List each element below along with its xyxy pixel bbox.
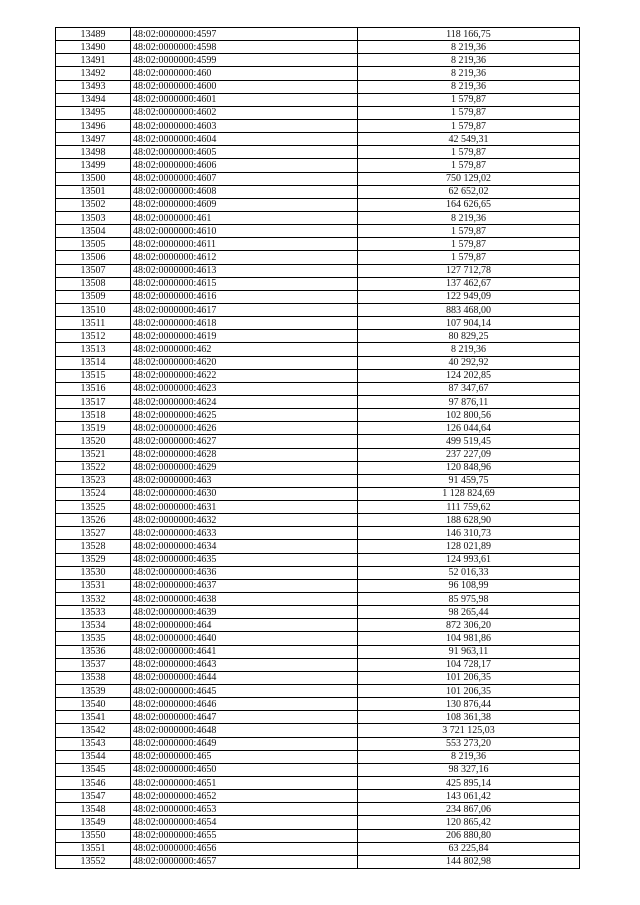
cadastral-number-cell: 48:02:0000000:4641 — [131, 645, 358, 658]
row-number-cell: 13545 — [56, 763, 131, 776]
value-cell: 8 219,36 — [358, 343, 580, 356]
value-cell: 127 712,78 — [358, 264, 580, 277]
cadastral-number-cell: 48:02:0000000:4648 — [131, 724, 358, 737]
value-cell: 126 044,64 — [358, 422, 580, 435]
table-row — [56, 790, 580, 803]
table-row — [56, 211, 580, 224]
cadastral-number-cell: 48:02:0000000:4610 — [131, 225, 358, 238]
value-cell: 425 895,14 — [358, 777, 580, 790]
value-cell: 872 306,20 — [358, 619, 580, 632]
table-row — [56, 356, 580, 369]
cadastral-number-cell: 48:02:0000000:465 — [131, 750, 358, 763]
table-row — [56, 711, 580, 724]
table-row — [56, 698, 580, 711]
cadastral-number-cell: 48:02:0000000:4597 — [131, 28, 358, 41]
table-row — [56, 593, 580, 606]
row-number-cell: 13532 — [56, 593, 131, 606]
value-cell: 107 904,14 — [358, 317, 580, 330]
row-number-cell: 13494 — [56, 93, 131, 106]
row-number-cell: 13547 — [56, 790, 131, 803]
value-cell: 234 867,06 — [358, 803, 580, 816]
row-number-cell: 13549 — [56, 816, 131, 829]
cadastral-number-cell: 48:02:0000000:4629 — [131, 461, 358, 474]
row-number-cell: 13537 — [56, 658, 131, 671]
row-number-cell: 13512 — [56, 330, 131, 343]
value-cell: 63 225,84 — [358, 842, 580, 855]
table-row — [56, 67, 580, 80]
row-number-cell: 13520 — [56, 435, 131, 448]
row-number-cell: 13502 — [56, 198, 131, 211]
value-cell: 62 652,02 — [358, 185, 580, 198]
cadastral-number-cell: 48:02:0000000:4628 — [131, 448, 358, 461]
cadastral-number-cell: 48:02:0000000:4602 — [131, 106, 358, 119]
cadastral-number-cell: 48:02:0000000:4647 — [131, 711, 358, 724]
table-row — [56, 159, 580, 172]
row-number-cell: 13517 — [56, 395, 131, 408]
row-number-cell: 13516 — [56, 382, 131, 395]
cadastral-number-cell: 48:02:0000000:4615 — [131, 277, 358, 290]
table-row — [56, 619, 580, 632]
row-number-cell: 13534 — [56, 619, 131, 632]
table-row — [56, 185, 580, 198]
table-row — [56, 41, 580, 54]
value-cell: 98 265,44 — [358, 606, 580, 619]
value-cell: 40 292,92 — [358, 356, 580, 369]
value-cell: 8 219,36 — [358, 54, 580, 67]
value-cell: 91 459,75 — [358, 474, 580, 487]
table-row — [56, 842, 580, 855]
cadastral-number-cell: 48:02:0000000:4624 — [131, 395, 358, 408]
cadastral-number-cell: 48:02:0000000:4620 — [131, 356, 358, 369]
table-row — [56, 395, 580, 408]
cadastral-number-cell: 48:02:0000000:4613 — [131, 264, 358, 277]
row-number-cell: 13530 — [56, 566, 131, 579]
value-cell: 206 880,80 — [358, 829, 580, 842]
cadastral-number-cell: 48:02:0000000:4655 — [131, 829, 358, 842]
value-cell: 42 549,31 — [358, 133, 580, 146]
value-cell: 1 579,87 — [358, 238, 580, 251]
row-number-cell: 13508 — [56, 277, 131, 290]
cadastral-number-cell: 48:02:0000000:4608 — [131, 185, 358, 198]
cadastral-number-cell: 48:02:0000000:4599 — [131, 54, 358, 67]
cadastral-number-cell: 48:02:0000000:4600 — [131, 80, 358, 93]
cadastral-number-cell: 48:02:0000000:4603 — [131, 119, 358, 132]
table-row — [56, 514, 580, 527]
row-number-cell: 13525 — [56, 501, 131, 514]
table-row — [56, 671, 580, 684]
table-row — [56, 645, 580, 658]
value-cell: 97 876,11 — [358, 395, 580, 408]
value-cell: 111 759,62 — [358, 501, 580, 514]
table-row — [56, 855, 580, 868]
row-number-cell: 13501 — [56, 185, 131, 198]
row-number-cell: 13524 — [56, 487, 131, 500]
value-cell: 52 016,33 — [358, 566, 580, 579]
cadastral-number-cell: 48:02:0000000:4627 — [131, 435, 358, 448]
value-cell: 1 579,87 — [358, 106, 580, 119]
value-cell: 237 227,09 — [358, 448, 580, 461]
cadastral-number-cell: 48:02:0000000:463 — [131, 474, 358, 487]
row-number-cell: 13505 — [56, 238, 131, 251]
row-number-cell: 13495 — [56, 106, 131, 119]
value-cell: 8 219,36 — [358, 80, 580, 93]
table-row — [56, 409, 580, 422]
value-cell: 96 108,99 — [358, 579, 580, 592]
table-row — [56, 290, 580, 303]
row-number-cell: 13514 — [56, 356, 131, 369]
table-row — [56, 422, 580, 435]
table-row — [56, 632, 580, 645]
table-row — [56, 264, 580, 277]
row-number-cell: 13506 — [56, 251, 131, 264]
table-row — [56, 251, 580, 264]
row-number-cell: 13542 — [56, 724, 131, 737]
value-cell: 104 981,86 — [358, 632, 580, 645]
row-number-cell: 13503 — [56, 211, 131, 224]
row-number-cell: 13521 — [56, 448, 131, 461]
row-number-cell: 13493 — [56, 80, 131, 93]
table-row — [56, 133, 580, 146]
cadastral-number-cell: 48:02:0000000:464 — [131, 619, 358, 632]
row-number-cell: 13489 — [56, 28, 131, 41]
cadastral-number-cell: 48:02:0000000:4637 — [131, 579, 358, 592]
cadastral-number-cell: 48:02:0000000:4606 — [131, 159, 358, 172]
value-cell: 8 219,36 — [358, 67, 580, 80]
cadastral-number-cell: 48:02:0000000:4643 — [131, 658, 358, 671]
value-cell: 120 865,42 — [358, 816, 580, 829]
cadastral-number-cell: 48:02:0000000:4640 — [131, 632, 358, 645]
value-cell: 104 728,17 — [358, 658, 580, 671]
cadastral-number-cell: 48:02:0000000:461 — [131, 211, 358, 224]
row-number-cell: 13546 — [56, 777, 131, 790]
value-cell: 1 579,87 — [358, 119, 580, 132]
table-row — [56, 527, 580, 540]
table-row — [56, 198, 580, 211]
table-row — [56, 435, 580, 448]
value-cell: 8 219,36 — [358, 750, 580, 763]
value-cell: 164 626,65 — [358, 198, 580, 211]
cadastral-number-cell: 48:02:0000000:460 — [131, 67, 358, 80]
value-cell: 124 993,61 — [358, 553, 580, 566]
row-number-cell: 13504 — [56, 225, 131, 238]
value-cell: 124 202,85 — [358, 369, 580, 382]
table-row — [56, 829, 580, 842]
table-row — [56, 317, 580, 330]
table-row — [56, 777, 580, 790]
cadastral-number-cell: 48:02:0000000:4651 — [131, 777, 358, 790]
cadastral-number-cell: 48:02:0000000:4598 — [131, 41, 358, 54]
table-row — [56, 28, 580, 41]
table-row — [56, 343, 580, 356]
row-number-cell: 13544 — [56, 750, 131, 763]
table-row — [56, 93, 580, 106]
row-number-cell: 13531 — [56, 579, 131, 592]
table-row — [56, 566, 580, 579]
table-row — [56, 474, 580, 487]
cadastral-number-cell: 48:02:0000000:4653 — [131, 803, 358, 816]
row-number-cell: 13518 — [56, 409, 131, 422]
row-number-cell: 13497 — [56, 133, 131, 146]
cadastral-number-cell: 48:02:0000000:4626 — [131, 422, 358, 435]
table-body — [56, 28, 580, 869]
row-number-cell: 13490 — [56, 41, 131, 54]
table-row — [56, 685, 580, 698]
table-row — [56, 225, 580, 238]
table-row — [56, 238, 580, 251]
value-cell: 137 462,67 — [358, 277, 580, 290]
value-cell: 144 802,98 — [358, 855, 580, 868]
table-row — [56, 106, 580, 119]
cadastral-number-cell: 48:02:0000000:4634 — [131, 540, 358, 553]
value-cell: 143 061,42 — [358, 790, 580, 803]
cadastral-number-cell: 48:02:0000000:4623 — [131, 382, 358, 395]
row-number-cell: 13552 — [56, 855, 131, 868]
value-cell: 8 219,36 — [358, 211, 580, 224]
value-cell: 1 128 824,69 — [358, 487, 580, 500]
value-cell: 1 579,87 — [358, 146, 580, 159]
value-cell: 553 273,20 — [358, 737, 580, 750]
cadastral-number-cell: 48:02:0000000:4631 — [131, 501, 358, 514]
table-row — [56, 540, 580, 553]
table-row — [56, 54, 580, 67]
value-cell: 188 628,90 — [358, 514, 580, 527]
row-number-cell: 13536 — [56, 645, 131, 658]
table-row — [56, 80, 580, 93]
row-number-cell: 13528 — [56, 540, 131, 553]
table-row — [56, 724, 580, 737]
value-cell: 499 519,45 — [358, 435, 580, 448]
row-number-cell: 13510 — [56, 303, 131, 316]
table-row — [56, 146, 580, 159]
value-cell: 108 361,38 — [358, 711, 580, 724]
row-number-cell: 13500 — [56, 172, 131, 185]
row-number-cell: 13513 — [56, 343, 131, 356]
cadastral-number-cell: 48:02:0000000:4652 — [131, 790, 358, 803]
cadastral-number-cell: 48:02:0000000:4612 — [131, 251, 358, 264]
table-row — [56, 803, 580, 816]
cadastral-number-cell: 48:02:0000000:4632 — [131, 514, 358, 527]
table-row — [56, 172, 580, 185]
cadastral-number-cell: 48:02:0000000:4607 — [131, 172, 358, 185]
cadastral-number-cell: 48:02:0000000:4636 — [131, 566, 358, 579]
cadastral-number-cell: 48:02:0000000:4646 — [131, 698, 358, 711]
row-number-cell: 13522 — [56, 461, 131, 474]
value-cell: 130 876,44 — [358, 698, 580, 711]
table-row — [56, 303, 580, 316]
row-number-cell: 13539 — [56, 685, 131, 698]
cadastral-number-cell: 48:02:0000000:4650 — [131, 763, 358, 776]
value-cell: 91 963,11 — [358, 645, 580, 658]
cadastral-number-cell: 48:02:0000000:4601 — [131, 93, 358, 106]
row-number-cell: 13548 — [56, 803, 131, 816]
value-cell: 122 949,09 — [358, 290, 580, 303]
table-row — [56, 461, 580, 474]
value-cell: 101 206,35 — [358, 685, 580, 698]
table-row — [56, 487, 580, 500]
row-number-cell: 13523 — [56, 474, 131, 487]
table-row — [56, 606, 580, 619]
table-row — [56, 579, 580, 592]
row-number-cell: 13491 — [56, 54, 131, 67]
table-row — [56, 763, 580, 776]
cadastral-number-cell: 48:02:0000000:4656 — [131, 842, 358, 855]
value-cell: 1 579,87 — [358, 159, 580, 172]
cadastral-number-cell: 48:02:0000000:4604 — [131, 133, 358, 146]
value-cell: 120 848,96 — [358, 461, 580, 474]
cadastral-number-cell: 48:02:0000000:4619 — [131, 330, 358, 343]
cadastral-number-cell: 48:02:0000000:4638 — [131, 593, 358, 606]
cadastral-number-cell: 48:02:0000000:4645 — [131, 685, 358, 698]
cadastral-number-cell: 48:02:0000000:4639 — [131, 606, 358, 619]
cadastral-number-cell: 48:02:0000000:4649 — [131, 737, 358, 750]
cadastral-value-table — [55, 27, 580, 869]
cadastral-number-cell: 48:02:0000000:4618 — [131, 317, 358, 330]
value-cell: 1 579,87 — [358, 225, 580, 238]
value-cell: 80 829,25 — [358, 330, 580, 343]
table-row — [56, 119, 580, 132]
value-cell: 750 129,02 — [358, 172, 580, 185]
cadastral-number-cell: 48:02:0000000:4630 — [131, 487, 358, 500]
value-cell: 1 579,87 — [358, 251, 580, 264]
cadastral-number-cell: 48:02:0000000:4633 — [131, 527, 358, 540]
row-number-cell: 13492 — [56, 67, 131, 80]
row-number-cell: 13515 — [56, 369, 131, 382]
row-number-cell: 13496 — [56, 119, 131, 132]
cadastral-number-cell: 48:02:0000000:4625 — [131, 409, 358, 422]
value-cell: 87 347,67 — [358, 382, 580, 395]
cadastral-number-cell: 48:02:0000000:4617 — [131, 303, 358, 316]
value-cell: 118 166,75 — [358, 28, 580, 41]
row-number-cell: 13527 — [56, 527, 131, 540]
cadastral-number-cell: 48:02:0000000:4657 — [131, 855, 358, 868]
value-cell: 3 721 125,03 — [358, 724, 580, 737]
row-number-cell: 13550 — [56, 829, 131, 842]
value-cell: 128 021,89 — [358, 540, 580, 553]
value-cell: 1 579,87 — [358, 93, 580, 106]
value-cell: 883 468,00 — [358, 303, 580, 316]
cadastral-number-cell: 48:02:0000000:4611 — [131, 238, 358, 251]
row-number-cell: 13507 — [56, 264, 131, 277]
row-number-cell: 13519 — [56, 422, 131, 435]
cadastral-number-cell: 48:02:0000000:4622 — [131, 369, 358, 382]
cadastral-number-cell: 48:02:0000000:4635 — [131, 553, 358, 566]
cadastral-number-cell: 48:02:0000000:4616 — [131, 290, 358, 303]
table-row — [56, 277, 580, 290]
table-row — [56, 658, 580, 671]
table-row — [56, 501, 580, 514]
value-cell: 101 206,35 — [358, 671, 580, 684]
value-cell: 98 327,16 — [358, 763, 580, 776]
row-number-cell: 13533 — [56, 606, 131, 619]
table-row — [56, 382, 580, 395]
cadastral-number-cell: 48:02:0000000:4654 — [131, 816, 358, 829]
cadastral-number-cell: 48:02:0000000:4605 — [131, 146, 358, 159]
row-number-cell: 13541 — [56, 711, 131, 724]
row-number-cell: 13543 — [56, 737, 131, 750]
row-number-cell: 13529 — [56, 553, 131, 566]
row-number-cell: 13551 — [56, 842, 131, 855]
value-cell: 8 219,36 — [358, 41, 580, 54]
value-cell: 146 310,73 — [358, 527, 580, 540]
table-row — [56, 737, 580, 750]
row-number-cell: 13526 — [56, 514, 131, 527]
cadastral-number-cell: 48:02:0000000:4609 — [131, 198, 358, 211]
table-row — [56, 750, 580, 763]
table-row — [56, 553, 580, 566]
table-row — [56, 448, 580, 461]
row-number-cell: 13498 — [56, 146, 131, 159]
row-number-cell: 13540 — [56, 698, 131, 711]
row-number-cell: 13535 — [56, 632, 131, 645]
row-number-cell: 13509 — [56, 290, 131, 303]
cadastral-number-cell: 48:02:0000000:4644 — [131, 671, 358, 684]
table-row — [56, 369, 580, 382]
value-cell: 102 800,56 — [358, 409, 580, 422]
value-cell: 85 975,98 — [358, 593, 580, 606]
table-row — [56, 816, 580, 829]
row-number-cell: 13499 — [56, 159, 131, 172]
row-number-cell: 13511 — [56, 317, 131, 330]
row-number-cell: 13538 — [56, 671, 131, 684]
cadastral-number-cell: 48:02:0000000:462 — [131, 343, 358, 356]
table-row — [56, 330, 580, 343]
